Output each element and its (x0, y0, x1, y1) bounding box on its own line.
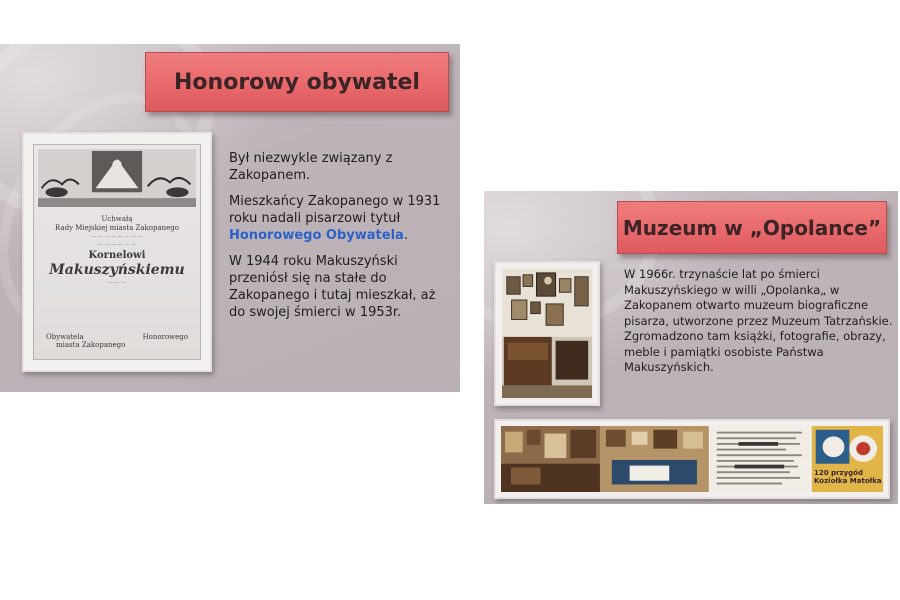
poster-caption: 120 przygód Koziołka Matołka (814, 469, 882, 485)
slide-body: W 1966r. trzynaście lat po śmierci Makuszyńskiego w willi „Opolanka„ w Zakopanem otwarto muzeum biograficzne pisarza, utworzone przez Muzeum Tatrzańskie. Zgromadzono tam książki, fotografie, obrazy, meble i pamiątki osobiste Państwa Makuszyńskich. (624, 267, 893, 374)
document-paper (33, 144, 201, 360)
museum-photos-strip (494, 419, 890, 499)
document-small-print: — — — — — — — — (91, 234, 143, 240)
slide-muzeum-opolanka (484, 191, 898, 504)
slide-honorowy-obywatel (0, 44, 460, 392)
document-line: Uchwałą (101, 215, 133, 223)
document-line: Makuszyńskiemu (49, 262, 185, 278)
paragraph (229, 193, 454, 244)
document-line: Rady Miejskiej miasta Zakopanego (55, 224, 179, 232)
paragraph: W 1944 roku Makuszyński przeniósł się na stałe do Zakopanego i tutaj mieszkał, aż do swojej śmierci w 1953r. (229, 254, 436, 320)
museum-interior-photo (494, 261, 600, 406)
paragraph-text: . (403, 228, 408, 243)
slide-title: Muzeum w „Opolance” (617, 201, 887, 254)
document-footer (38, 333, 196, 349)
document-text (38, 215, 196, 287)
highlighted-title: Honorowego Obywatela (229, 228, 404, 243)
slide-body (229, 150, 454, 330)
honorary-citizen-document-image (22, 132, 212, 372)
document-line: Kornelowi (88, 250, 146, 261)
paragraph-text: Mieszkańcy Zakopanego w 1931 roku nadali pisarzowi tytuł (229, 194, 441, 226)
paragraph: Był niezwykle związany z Zakopanem. (229, 151, 393, 183)
document-line: Obywatela (46, 333, 84, 341)
slide-title: Honorowy obywatel (145, 52, 449, 112)
document-small-print: — — — (107, 280, 127, 286)
document-illustration (38, 149, 196, 207)
document-line: miasta Zakopanego (56, 341, 126, 349)
document-line: Honorowego (142, 333, 188, 341)
document-small-print: — — — — — — (98, 242, 136, 248)
